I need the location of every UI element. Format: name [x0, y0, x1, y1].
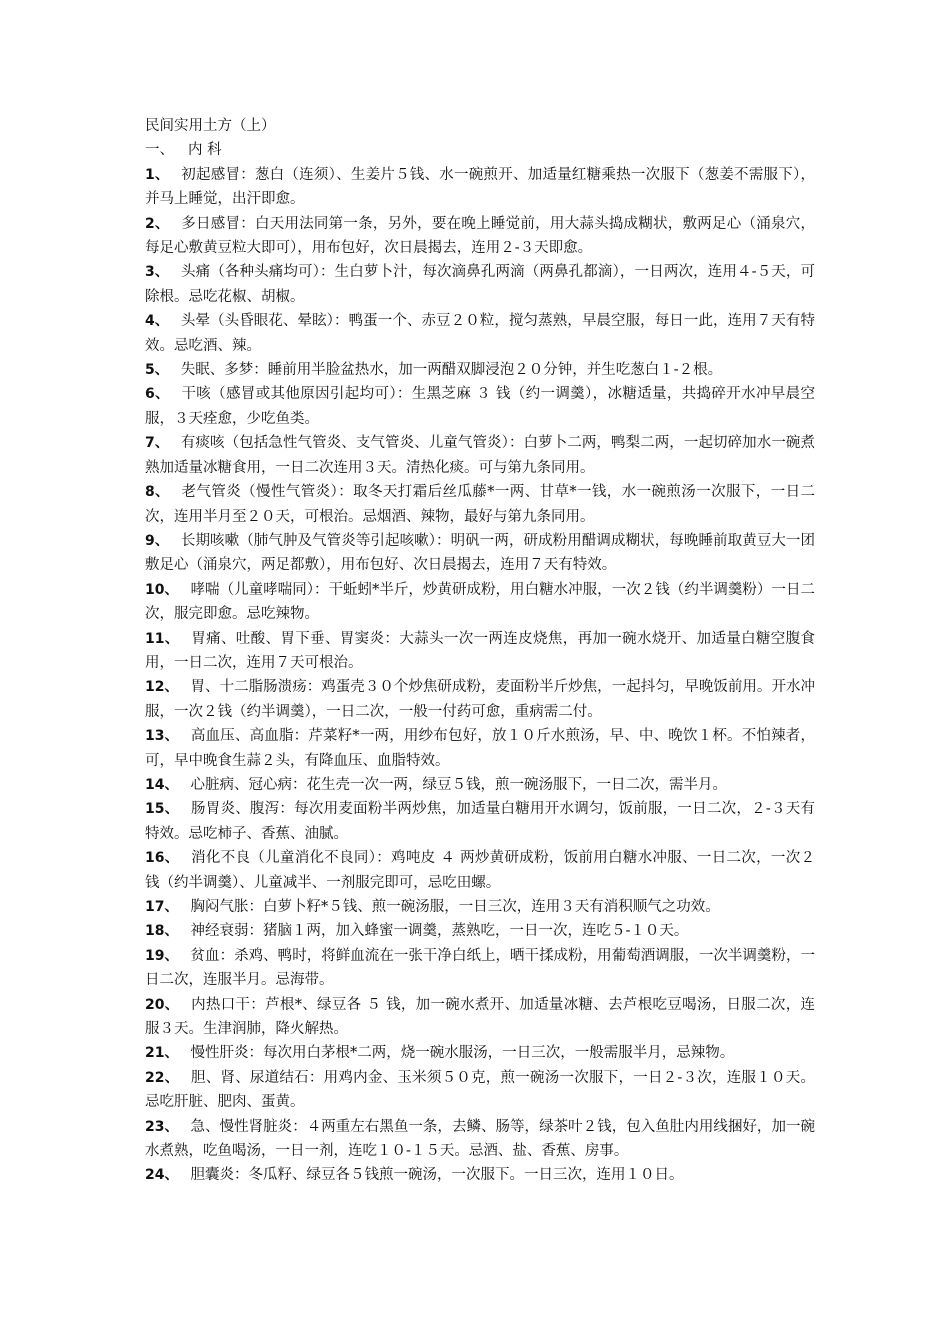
entry-text: 神经衰弱：猪脑１两，加入蜂蜜一调羹，蒸熟吃，一日一次，连吃５-１０天。	[190, 923, 689, 940]
entry-number: 17、	[145, 899, 179, 915]
remedy-entry	[145, 382, 815, 431]
remedy-entry	[145, 846, 815, 895]
remedy-entry	[145, 1163, 815, 1187]
remedy-entry	[145, 724, 815, 773]
entry-number: 10、	[145, 581, 179, 598]
entry-number: 16、	[145, 850, 180, 867]
entry-text: 头痛（各种头痛均可）：生白萝卜汁，每次滴鼻孔两滴（两鼻孔都滴），一日两次，连用４-５天，可除根。忌吃花椒、胡椒。	[145, 264, 815, 305]
entry-number: 1、	[145, 166, 170, 183]
entry-number: 2、	[145, 215, 170, 232]
entry-number: 24、	[145, 1167, 179, 1184]
remedy-entry	[145, 627, 815, 676]
remedy-entry	[145, 797, 815, 846]
entry-text: 胆、肾、尿道结石：用鸡内金、玉米须５０克，煎一碗汤一次服下，一日２-３次，连服１０天。忌吃肝脏、肥肉、蛋黄。	[145, 1069, 815, 1111]
entry-number: 9、	[145, 532, 169, 549]
entry-text: 胃、十二脂肠溃疡：鸡蛋壳３０个炒焦研成粉，麦面粉半斤炒焦，一起抖匀，早晚饭前用。开水冲服，一次２钱（约半调羹），一日二次，一般一付药可愈，重病需二付。	[145, 679, 815, 720]
entry-text: 干咳（感冒或其他原因引起均可）：生黑芝麻 ３ 钱（约一调羹），冰糖适量，共捣碎开水冲早晨空服，３天痊愈，少吃鱼类。	[145, 386, 816, 427]
entry-text: 老气管炎（慢性气管炎）：取冬天打霜后丝瓜藤*一两、甘草*一钱，水一碗煎汤一次服下，一日二次，连用半月至２０天，可根治。忌烟酒、辣物，最好与第九条同用。	[145, 484, 815, 525]
remedy-entry	[145, 919, 815, 943]
remedy-entry	[145, 212, 815, 261]
entry-text: 哮喘（儿童哮喘同）：干蚯蚓*半斤，炒黄研成粉，用白糖水冲服，一次２钱（约半调羹粉）一日二次，服完即愈。忌吃辣物。	[145, 581, 815, 623]
entry-number: 7、	[145, 435, 169, 452]
entry-number: 6、	[145, 386, 170, 403]
entry-number: 8、	[145, 484, 170, 501]
document-title: 民间实用土方（上）	[145, 118, 276, 134]
entry-text: 胆囊炎：冬瓜籽、绿豆各５钱煎一碗汤，一次服下。一日三次，连用１０日。	[190, 1167, 684, 1184]
document-body	[145, 114, 815, 1188]
entry-text: 胃痛、吐酸、胃下垂、胃窦炎：大蒜头一次一两连皮烧焦，再加一碗水烧开、加适量白糖空腹食用，一日二次，连用７天可根治。	[145, 630, 816, 671]
entry-text: 长期咳嗽（肺气肿及气管炎等引起咳嗽）：明矾一两，研成粉用醋调成糊状，每晚睡前取黄豆大一团敷足心（涌泉穴，两足都敷），用布包好、次日晨揭去，连用７天有特效。	[145, 532, 815, 574]
remedy-entry	[145, 773, 815, 797]
remedy-entry	[145, 1115, 815, 1164]
entry-text: 慢性肝炎：每次用白茅根*二两，烧一碗水服汤，一日三次，一般需服半月，忌辣物。	[190, 1045, 735, 1062]
entry-text: 失眠、多梦：睡前用半脸盆热水，加一两醋双脚浸泡２０分钟，并生吃葱白１-２根。	[180, 362, 723, 379]
remedy-entry	[145, 993, 815, 1042]
entry-text: 肠胃炎、腹泻：每次用麦面粉半两炒焦，加适量白糖用开水调匀，饭前服，一日二次，２-３天有特效。忌吃柿子、香蕉、油腻。	[145, 801, 815, 842]
entry-text: 心脏病、冠心病：花生壳一次一两，绿豆５钱，煎一碗汤服下，一日二次，需半月。	[190, 776, 727, 793]
section-marker: 一、	[145, 142, 174, 159]
remedy-entry	[145, 578, 815, 627]
entry-text: 消化不良（儿童消化不良同）：鸡吨皮 ４ 两炒黄研成粉，饭前用白糖水冲服、一日二次，一次２钱（约半调羹）、儿童减半、一剂服完即可，忌吃田螺。	[145, 850, 816, 891]
remedy-entry	[145, 309, 815, 358]
entry-number: 14、	[145, 776, 179, 793]
remedy-entry	[145, 675, 815, 724]
entry-number: 19、	[145, 947, 179, 964]
entry-text: 内热口干：芦根*、绿豆各 ５ 钱，加一碗水煮开、加适量冰糖、去芦根吃豆喝汤，日服二次，连服３天。生津润肺，降火解热。	[145, 996, 816, 1038]
entry-number: 21、	[145, 1045, 179, 1062]
remedy-entry	[145, 529, 815, 578]
entry-number: 13、	[145, 728, 179, 745]
entry-text: 多日感冒：白天用法同第一条，另外，要在晚上睡觉前，用大蒜头捣成糊状，敷两足心（涌泉穴，每足心敷黄豆粒大即可），用布包好，次日晨揭去，连用２-３天即愈。	[145, 215, 815, 257]
remedy-entry	[145, 895, 815, 919]
entry-text: 初起感冒：葱白（连须）、生姜片５钱、水一碗煎开、加适量红糖乘热一次服下（葱姜不需服下），并马上睡觉，出汗即愈。	[145, 166, 816, 208]
entry-number: 3、	[145, 264, 169, 281]
remedy-entry	[145, 944, 815, 993]
entry-number: 23、	[145, 1118, 179, 1135]
entry-text: 有痰咳（包括急性气管炎、支气管炎、儿童气管炎）：白萝卜二两，鸭梨二两，一起切碎加水一碗煮熟加适量冰糖食用，一日二次连用３天。清热化痰。可与第九条同用。	[145, 435, 815, 476]
remedy-list	[145, 163, 815, 1188]
remedy-entry	[145, 358, 815, 382]
entry-text: 胸闷气胀：白萝卜籽*５钱、煎一碗汤服，一日三次，连用３天有消积顺气之功效。	[190, 899, 720, 915]
entry-text: 急、慢性肾脏炎：４两重左右黑鱼一条，去鳞、肠等，绿茶叶２钱，包入鱼肚内用线捆好，加一碗水煮熟，吃鱼喝汤，一日一剂，连吃１０-１５天。忌酒、盐、香蕉、房事。	[145, 1118, 815, 1160]
remedy-entry	[145, 431, 815, 480]
entry-number: 22、	[145, 1069, 179, 1086]
remedy-entry	[145, 260, 815, 309]
remedy-entry	[145, 163, 815, 212]
entry-text: 高血压、高血脂：芹菜籽*一两，用纱布包好，放１０斤水煎汤，早、中、晚饮１杯。不怕辣者，可，早中晚食生蒜２头，有降血压、血脂特效。	[145, 728, 815, 769]
entry-number: 11、	[145, 630, 180, 647]
section-heading	[145, 138, 815, 162]
entry-text: 头晕（头昏眼花、晕眩）：鸭蛋一个、赤豆２０粒，搅匀蒸熟，早晨空服，每日一此，连用７天有特效。忌吃酒、辣。	[145, 313, 815, 354]
remedy-entry	[145, 1066, 815, 1115]
remedy-entry	[145, 1041, 815, 1065]
entry-number: 12、	[145, 679, 179, 696]
entry-number: 20、	[145, 996, 180, 1013]
entry-number: 4、	[145, 313, 169, 330]
entry-text: 贫血：杀鸡、鸭时，将鲜血流在一张干净白纸上，晒干揉成粉，用葡萄酒调服，一次半调羹粉，一日二次，连服半月。忌海带。	[145, 947, 815, 989]
section-heading-text: 内 科	[188, 142, 222, 159]
entry-number: 18、	[145, 923, 179, 940]
remedy-entry	[145, 480, 815, 529]
entry-number: 5、	[145, 362, 169, 379]
entry-number: 15、	[145, 801, 179, 818]
